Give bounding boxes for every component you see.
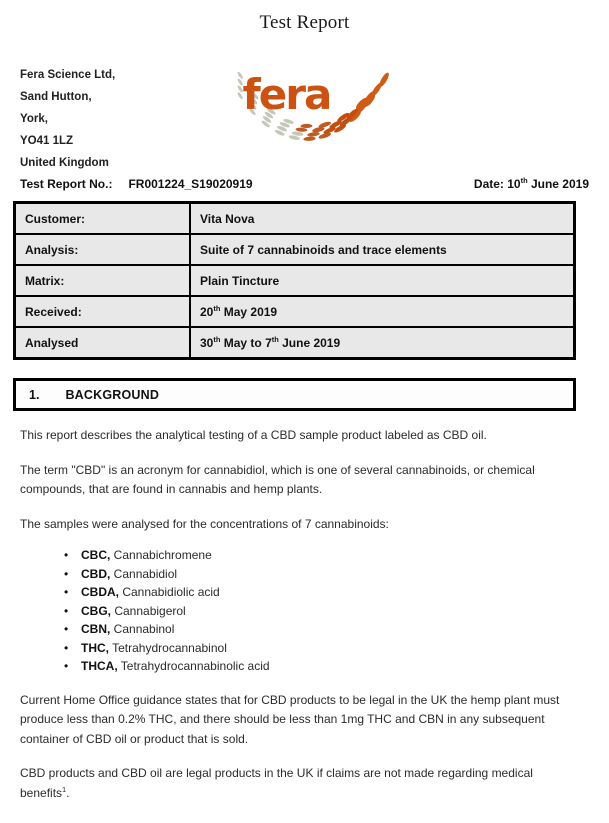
cannabinoid-item (64, 602, 589, 621)
bullet-icon: • (64, 566, 69, 581)
report-number-label: Test Report No.: (20, 177, 113, 191)
bullet-icon: • (64, 548, 69, 562)
cannabinoid-item (64, 657, 589, 676)
info-label: Received: (15, 296, 191, 327)
info-row (15, 296, 575, 327)
address-line: Sand Hutton, (20, 91, 92, 103)
sample-info-table (13, 201, 576, 360)
cannabinoid-name: Tetrahydrocannabinolic acid (117, 659, 270, 673)
cannabinoid-item (64, 546, 589, 565)
info-label: Customer: (15, 203, 191, 235)
paragraph-samples-analysed: The samples were analysed for the concentrations of 7 cannabinoids: (20, 516, 389, 531)
bullet-icon: • (64, 622, 69, 636)
cannabinoid-abbr: CBN, (81, 622, 111, 636)
paragraph-home-office-guidance: Current Home Office guidance states that for CBD products to be legal in the UK the hemp plant must produce less than 0.2% THC, and there should be less than 1mg THC and CBN in any subsequent container of CBD oil or product that is sold. (20, 692, 560, 746)
address-line: YO41 1LZ (20, 135, 74, 147)
info-row (15, 234, 575, 265)
cannabinoid-name: Cannabichromene (110, 548, 212, 562)
bullet-icon: • (64, 640, 69, 655)
info-value: Suite of 7 cannabinoids and trace elements (190, 234, 575, 265)
info-value: 20th May 2019 (190, 296, 575, 327)
report-header (20, 64, 589, 169)
paragraph-report-description: This report describes the analytical testing of a CBD sample product labeled as CBD oil. (20, 428, 487, 442)
section-header-background (13, 378, 576, 411)
cannabinoid-item (64, 565, 589, 584)
fera-logo-graphic (232, 64, 397, 148)
address-line: United Kingdom (20, 157, 109, 169)
info-row (15, 327, 575, 359)
cannabinoid-abbr: CBDA, (81, 585, 119, 599)
section-title: BACKGROUND (65, 387, 160, 402)
info-label: Analysed (15, 327, 191, 359)
info-value: 30th May to 7th June 2019 (190, 327, 575, 359)
cannabinoid-abbr: CBG, (81, 603, 111, 618)
company-address (20, 64, 232, 174)
bullet-icon: • (64, 659, 69, 673)
fera-logo (232, 64, 397, 153)
info-row (15, 265, 575, 296)
info-label: Matrix: (15, 265, 191, 296)
cannabinoid-list (20, 546, 589, 676)
cannabinoid-name: Cannabidiolic acid (119, 585, 220, 599)
bullet-icon: • (64, 603, 69, 618)
report-meta-row (20, 177, 589, 191)
bullet-icon: • (64, 585, 69, 599)
cannabinoid-name: Cannabigerol (111, 603, 186, 618)
cannabinoid-abbr: THC, (81, 640, 109, 655)
cannabinoid-name: Cannabidiol (110, 566, 178, 581)
report-date: Date: 10th June 2019 (473, 176, 589, 191)
cannabinoid-item (64, 620, 589, 639)
address-line: York, (20, 113, 48, 125)
info-value: Plain Tincture (190, 265, 575, 296)
cannabinoid-name: Cannabinol (110, 622, 175, 636)
address-line: Fera Science Ltd, (20, 69, 116, 81)
page-title: Test Report (259, 12, 350, 33)
info-label: Analysis: (15, 234, 191, 265)
paragraph-legality-footnote: CBD products and CBD oil are legal products in the UK if claims are not made regarding medical benefits$^1$. (20, 766, 533, 800)
logo-wordmark: fera (242, 70, 331, 119)
cannabinoid-item (64, 639, 589, 658)
info-row (15, 203, 575, 235)
paragraph-cbd-definition: The term "CBD" is an acronym for cannabidiol, which is one of several cannabinoids, or chemical compounds, that are found in cannabis and hemp plants. (20, 462, 535, 496)
cannabinoid-abbr: CBC, (81, 548, 111, 562)
cannabinoid-abbr: THCA, (81, 659, 118, 673)
report-number-value: FR001224_S19020919 (128, 177, 253, 191)
report-number (20, 177, 253, 191)
cannabinoid-item (64, 583, 589, 602)
cannabinoid-name: Tetrahydrocannabinol (109, 640, 227, 655)
cannabinoid-abbr: CBD, (81, 566, 111, 581)
info-value: Vita Nova (190, 203, 575, 235)
section-number: 1. (29, 387, 40, 402)
